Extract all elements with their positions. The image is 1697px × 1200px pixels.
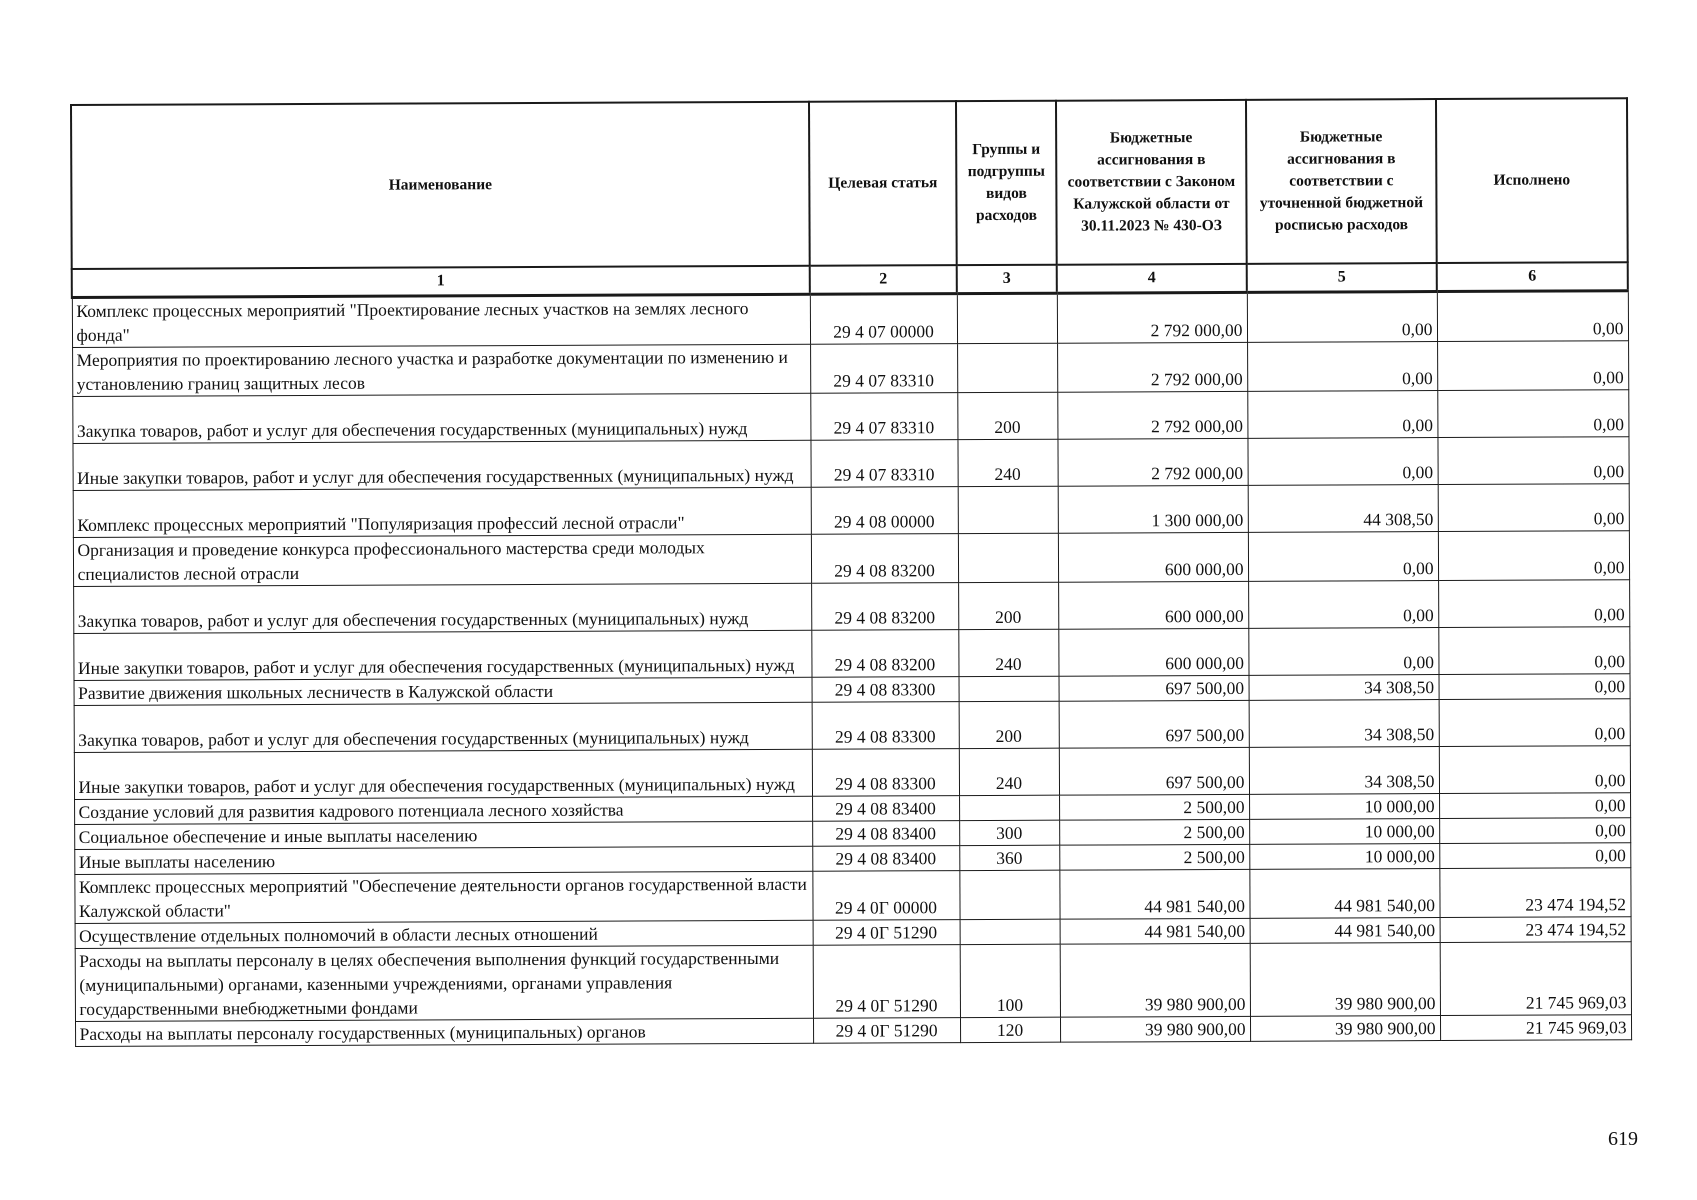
column-number: 5 [1247,263,1437,292]
row-expense-group [958,533,1058,582]
row-approved-amount: 44 981 540,00 [1060,918,1250,944]
row-approved-amount: 2 792 000,00 [1057,292,1247,343]
header-executed: Исполнено [1436,98,1628,263]
row-name: Закупка товаров, работ и услуг для обеспечения государственных (муниципальных) нужд [73,583,811,633]
row-executed-amount: 0,00 [1439,818,1630,844]
row-executed-amount: 23 474 194,52 [1440,917,1631,943]
row-name: Социальное обеспечение и иные выплаты населению [74,821,812,849]
row-target-code: 29 4 07 00000 [810,294,957,345]
row-executed-amount: 0,00 [1437,437,1628,485]
table-row [72,291,1628,348]
row-target-code: 29 4 08 83200 [811,583,958,631]
column-number: 6 [1437,262,1628,291]
row-refined-amount: 10 000,00 [1249,819,1439,845]
header-groups: Группы и подгруппы видов расходов [956,101,1057,265]
row-refined-amount: 0,00 [1247,342,1437,392]
row-expense-group [959,676,1059,701]
row-refined-amount: 10 000,00 [1249,844,1439,870]
table-row [75,942,1631,1022]
row-refined-amount: 34 308,50 [1249,700,1439,748]
row-target-code: 29 4 0Г 00000 [812,871,959,921]
row-expense-group: 360 [959,845,1059,870]
row-approved-amount: 600 000,00 [1058,581,1248,629]
table-row [73,484,1629,538]
table-row [73,531,1629,587]
header-refined: Бюджетные ассигнования в соответствии с уточненной бюджетной росписью расходов [1246,99,1437,264]
row-target-code: 29 4 0Г 51290 [813,1018,960,1044]
header-approved: Бюджетные ассигнования в соответствии с Законом Калужской области от 30.11.2023 № 430-ОЗ [1056,100,1247,265]
row-expense-group: 200 [959,701,1059,748]
row-name: Иные выплаты населению [74,846,812,874]
row-refined-amount: 0,00 [1248,581,1438,629]
row-target-code: 29 4 08 83200 [811,534,958,584]
row-executed-amount: 0,00 [1437,291,1628,342]
row-name: Комплекс процессных мероприятий "Популяризация профессий лесной отрасли" [73,487,811,537]
row-name: Комплекс процессных мероприятий "Проектирование лесных участков на землях лесного фонда" [72,294,810,347]
row-refined-amount: 0,00 [1248,532,1438,582]
row-name: Иные закупки товаров, работ и услуг для обеспечения государственных (муниципальных) нужд [73,630,811,680]
row-name: Закупка товаров, работ и услуг для обеспечения государственных (муниципальных) нужд [72,393,810,443]
page-number: 619 [1608,1128,1638,1150]
row-executed-amount: 21 745 969,03 [1440,942,1631,1016]
table-row [72,437,1628,491]
row-name: Создание условий для развития кадрового потенциала лесного хозяйства [74,796,812,824]
row-approved-amount: 600 000,00 [1058,532,1248,582]
row-target-code: 29 4 07 83310 [810,393,957,441]
header-name: Наименование [71,102,810,269]
row-target-code: 29 4 08 83300 [812,702,959,750]
row-refined-amount: 44 981 540,00 [1250,918,1440,944]
row-target-code: 29 4 08 83300 [812,677,959,703]
row-expense-group: 200 [958,582,1058,629]
row-approved-amount: 2 500,00 [1059,819,1249,845]
row-target-code: 29 4 08 00000 [811,487,958,535]
row-name: Иные закупки товаров, работ и услуг для обеспечения государственных (муниципальных) нужд [74,749,812,799]
column-number: 4 [1057,264,1247,293]
row-approved-amount: 2 792 000,00 [1057,438,1247,486]
row-approved-amount: 1 300 000,00 [1058,485,1248,533]
row-executed-amount: 0,00 [1437,390,1628,438]
row-name: Организация и проведение конкурса профессионального мастерства среди молодых специалистов лесной отрасли [73,534,811,586]
row-target-code: 29 4 07 83310 [810,440,957,488]
row-refined-amount: 0,00 [1247,438,1437,486]
row-refined-amount: 0,00 [1247,391,1437,439]
row-executed-amount: 0,00 [1437,341,1628,391]
row-approved-amount: 2 792 000,00 [1057,342,1247,392]
row-refined-amount: 0,00 [1247,292,1437,343]
row-name: Осуществление отдельных полномочий в области лесных отношений [75,920,813,948]
table-body [72,291,1631,1047]
row-expense-group: 300 [959,820,1059,845]
row-name: Иные закупки товаров, работ и услуг для обеспечения государственных (муниципальных) нужд [72,440,810,490]
row-expense-group: 100 [960,944,1060,1017]
table-row [74,746,1630,800]
row-approved-amount: 2 500,00 [1059,794,1249,820]
column-number: 3 [957,265,1057,294]
row-target-code: 29 4 08 83400 [812,821,959,847]
row-approved-amount: 2 792 000,00 [1057,391,1247,439]
row-executed-amount: 0,00 [1438,627,1629,675]
column-number: 1 [72,266,810,298]
row-expense-group: 200 [957,392,1057,439]
row-name: Мероприятия по проектированию лесного участка и разработке документации по изменению и установлению границ защитных лесов [72,344,810,396]
row-refined-amount: 34 308,50 [1249,747,1439,795]
row-target-code: 29 4 08 83300 [812,749,959,797]
row-approved-amount: 39 980 900,00 [1060,943,1250,1017]
table-row [74,699,1630,753]
row-target-code: 29 4 0Г 51290 [813,945,960,1019]
row-target-code: 29 4 08 83200 [811,630,958,678]
table-row [72,390,1628,444]
row-refined-amount: 44 981 540,00 [1249,869,1439,919]
row-executed-amount: 0,00 [1439,793,1630,819]
row-refined-amount: 39 980 900,00 [1250,943,1440,1017]
table-row [74,868,1630,924]
row-executed-amount: 21 745 969,03 [1440,1015,1631,1041]
row-expense-group: 240 [958,629,1058,676]
row-expense-group: 240 [959,748,1059,795]
row-approved-amount: 44 981 540,00 [1059,869,1249,919]
row-approved-amount: 697 500,00 [1059,675,1249,701]
row-target-code: 29 4 08 83400 [812,796,959,822]
table-header-row [71,98,1628,269]
row-expense-group: 240 [957,439,1057,486]
row-executed-amount: 0,00 [1438,580,1629,628]
row-executed-amount: 0,00 [1439,746,1630,794]
row-name: Расходы на выплаты персоналу в целях обеспечения выполнения функций государственными (муниципальными) органами, казенными учреждениями, органами управления государственными внебюджетными фондами [75,945,813,1021]
row-name: Развитие движения школьных лесничеств в Калужской области [74,677,812,705]
table-row [73,580,1629,634]
row-approved-amount: 39 980 900,00 [1060,1016,1250,1042]
row-executed-amount: 0,00 [1439,699,1630,747]
row-name: Расходы на выплаты персоналу государственных (муниципальных) органов [75,1018,813,1046]
row-refined-amount: 44 308,50 [1248,485,1438,533]
row-refined-amount: 0,00 [1248,628,1438,676]
row-executed-amount: 0,00 [1438,484,1629,532]
row-refined-amount: 39 980 900,00 [1250,1016,1440,1042]
table-row [72,341,1628,397]
row-expense-group [958,486,1058,533]
row-target-code: 29 4 07 83310 [810,344,957,394]
row-expense-group: 120 [960,1017,1060,1042]
header-code: Целевая статья [809,101,957,266]
row-refined-amount: 10 000,00 [1249,794,1439,820]
row-executed-amount: 0,00 [1438,531,1629,581]
row-expense-group [957,343,1057,392]
row-expense-group [957,293,1057,343]
row-target-code: 29 4 0Г 51290 [813,920,960,946]
row-name: Комплекс процессных мероприятий "Обеспечение деятельности органов государственной власти Калужской области" [74,871,812,923]
row-expense-group [959,870,1059,919]
budget-table [70,97,1632,1047]
row-approved-amount: 2 500,00 [1059,844,1249,870]
row-executed-amount: 0,00 [1439,843,1630,869]
table-row [73,627,1629,681]
row-executed-amount: 0,00 [1439,674,1630,700]
row-approved-amount: 697 500,00 [1059,700,1249,748]
row-approved-amount: 697 500,00 [1059,747,1249,795]
row-executed-amount: 23 474 194,52 [1439,868,1630,918]
row-expense-group [960,919,1060,944]
row-refined-amount: 34 308,50 [1249,675,1439,701]
column-number: 2 [810,265,957,294]
row-name: Закупка товаров, работ и услуг для обеспечения государственных (муниципальных) нужд [74,702,812,752]
row-expense-group [959,795,1059,820]
row-approved-amount: 600 000,00 [1058,628,1248,676]
row-target-code: 29 4 08 83400 [812,846,959,872]
